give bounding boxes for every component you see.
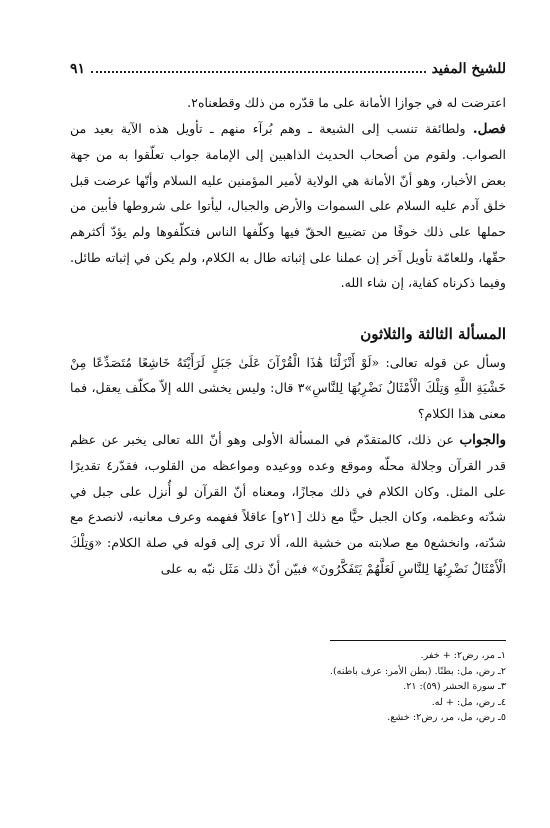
page-number: ٩١ [70, 61, 86, 77]
footnote-1: ١ـ مر، رض٢: + خفر. [420, 650, 506, 661]
section-heading: المسألة الثالثة والثلاثون [360, 324, 506, 343]
paragraph-2 [70, 116, 506, 296]
paragraph-4 [70, 427, 506, 582]
main-text [70, 90, 506, 581]
running-title: للشيخ المفيد [431, 61, 506, 77]
paragraph-3: وسأل عن قوله تعالى: «لَوْ أَنْزَلْنَا هَٰذَا الْقُرْآنَ عَلَىٰ جَبَلٍ لَرَأَيْتَهُ خَاشِعًا مُتَصَدِّعًا مِنْ خَشْيَةِ اللَّهِ وَتِلْكَ الْأَمْثَالُ نَضْرِبُهَا لِلنَّاسِ»٣ قال: وليس يخشى الله إلاّ مكلّف يعقل، فما معنى هذا الكلام؟ [70, 354, 506, 421]
footnote-3: ٣ـ سورة الحشر (٥٩): ٢١. [403, 681, 506, 692]
running-header [70, 58, 506, 80]
paragraph-4-text: عن ذلك، كالمتقدّم في المسألة الأولى وهو أنّ الله تعالى يخبر عن عظم قدر القرآن وجلالة محلّه وموقع وعده ووعيده ومواعظه من القلوب، فقدّر٤ تقديرًا على المثل. وكان الكلام في ذلك مجازًا، ومعناه أنّ القرآن لو أُنزل على جبل في شدّته وعظمه، وكان الجبل حيًّا مع ذلك [٢١و] عاقلاً ففهمه وعرف معانيه، لانصدع مع شدّته، وانخشع٥ مع صلابته من خشية الله، ألا ترى إلى قوله في صلة الكلام: «وَتِلْكَ الْأَمْثَالُ نَضْرِبُهَا لِلنَّاسِ لَعَلَّهُمْ يَتَفَكَّرُونَ» فبيّن أنّ ذلك مَثَل نبّه به على [70, 431, 506, 576]
footnote-4: ٤ـ رض، مل: + له. [431, 696, 506, 708]
header-dot-leader [91, 71, 426, 73]
footnote-2: ٢ـ رض، مل: بطنًا. (بطن الأمر: عرف باطنه). [329, 665, 506, 677]
answer-label: والجواب [459, 431, 506, 448]
paragraph-2-text: ولطائفة تنسب إلى الشيعة ـ وهم بُرآء منهم ـ تأويل هذه الآية بعيد من الصواب. ولقوم من أصحاب الحديث الذاهبين إلى الإمامة جواب تعلّقوا به من جهة بعض الأخبار، وهو أنّ الأمانة هي الولاية لأمير المؤمنين عليه السلام وأنّها عرضت قبل خلق آدم عليه السلام على السموات والأرض والجبال، ليأتوا على شروطها فأبين من حملها على ذلك خوفًا من تضييع الحقّ فيها وكلّفها الناس فتكلّفوها ولم يؤدّ أكثرهم حقّها، وللعامّة تأويل آخر إن عملنا على إثباته طال به الكلام، ولم يكن في إثباته طائل. وفيما ذكرناه كفاية، إن شاء الله. [70, 120, 506, 291]
footnotes [70, 648, 506, 726]
footnote-5: ٥ـ رض، مل، مر، رض٢: خشع. [387, 712, 506, 723]
paragraph-1: اعترضت له في جوازا الأمانة على ما قدّره من ذلك وقطعناه٢. [187, 95, 506, 110]
footnote-rule [330, 640, 506, 641]
section-label: فصل. [472, 120, 506, 137]
